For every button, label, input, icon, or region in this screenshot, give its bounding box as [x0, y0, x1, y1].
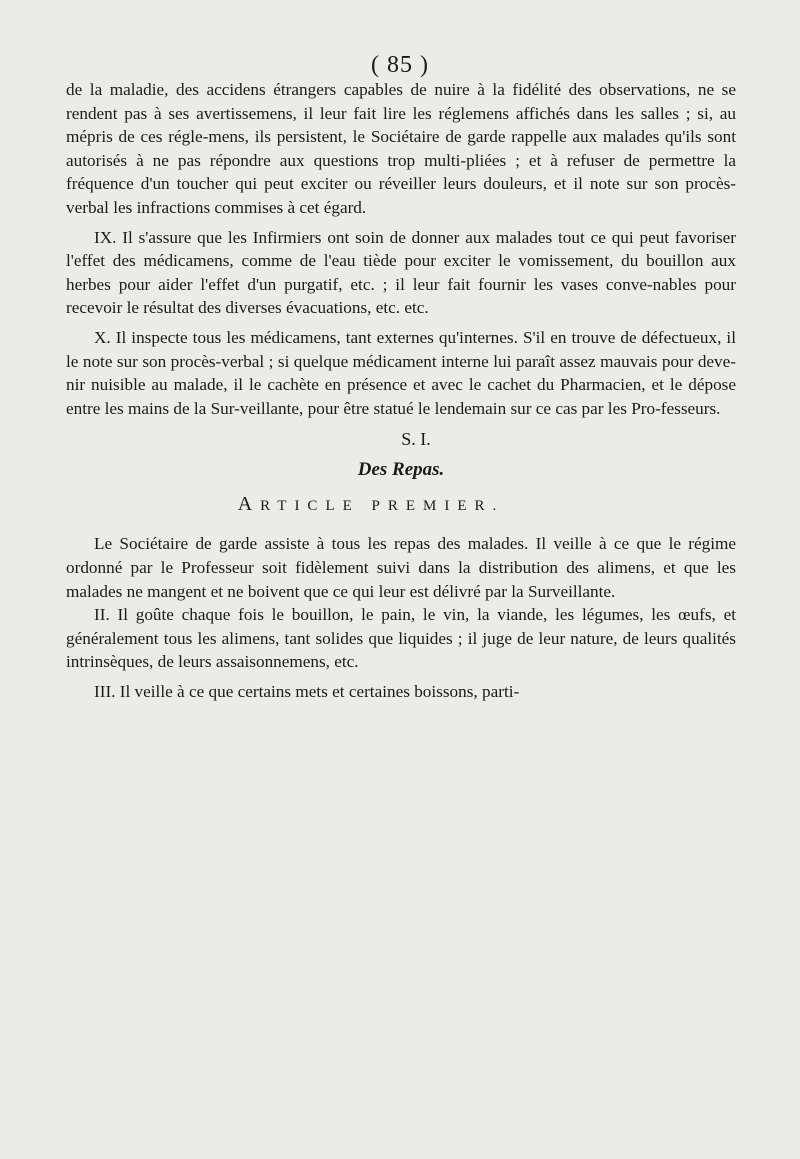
- paragraph-x: X. Il inspecte tous les médicamens, tant externes qu'internes. S'il en trouve de défectueux, il le note sur son procès-verbal ; si quelque médicament interne lui paraît assez mauvais pour deve-nir nuisible au malade, il le cachète en présence et avec le cachet du Pharmacien, et le dépose entre les mains de la Sur-veillante, pour être statué le lendemain sur ce cas par les Pro-fesseurs.: [66, 327, 736, 418]
- paragraph-continuation: de la maladie, des accidens étrangers capables de nuire à la fidélité des observations, ne se rendent pas à ses avertissemens, il leur fait lire les réglemens affichés dans les salles ; si, au mépris de ces régle-mens, ils persistent, le Sociétaire de garde rappelle aux malades qu'ils sont autorisés à ne pas répondre aux questions trop multi-pliées ; et à refuser de permettre la fréquence d'un toucher qui peut exciter ou réveiller leurs douleurs, et il note sur son procès-verbal les infractions commises à cet égard.: [66, 80, 736, 217]
- paragraph-article-1: Le Sociétaire de garde assiste à tous les repas des malades. Il veille à ce que le régime ordonné par le Professeur soit fidèlement suivi dans la distribution des alimens, et que les malades ne mangent et ne boivent que ce qui leur est délivré par la Surveillante.: [66, 534, 736, 601]
- paragraph-ii: II. Il goûte chaque fois le bouillon, le pain, le vin, la viande, les légumes, les œufs, et généralement tous les alimens, tant solides que liquides ; il juge de leur nature, de leurs qualités intrinsèques, de leurs assaisonnemens, etc.: [66, 605, 736, 672]
- article-heading-rest: RTICLE PREMIER.: [260, 498, 505, 515]
- paragraph-iii: III. Il veille à ce que certains mets et certaines boissons, parti-: [94, 681, 520, 701]
- page-body: [66, 78, 736, 703]
- article-heading: [66, 494, 736, 516]
- page-number: ( 85 ): [371, 52, 429, 78]
- section-mark: S. I.: [401, 429, 431, 450]
- article-heading-initial: A: [237, 493, 261, 516]
- section-title: Des Repas.: [357, 459, 445, 481]
- paragraph-ix: IX. Il s'assure que les Infirmiers ont soin de donner aux malades tout ce qui peut favoriser l'effet des médicamens, comme de l'eau tiède pour exciter le vomissement, du bouillon aux herbes pour aider l'effet d'un purgatif, etc. ; il leur fait fournir les vases conve-nables pour recevoir le résultat des diverses évacuations, etc. etc.: [66, 227, 736, 318]
